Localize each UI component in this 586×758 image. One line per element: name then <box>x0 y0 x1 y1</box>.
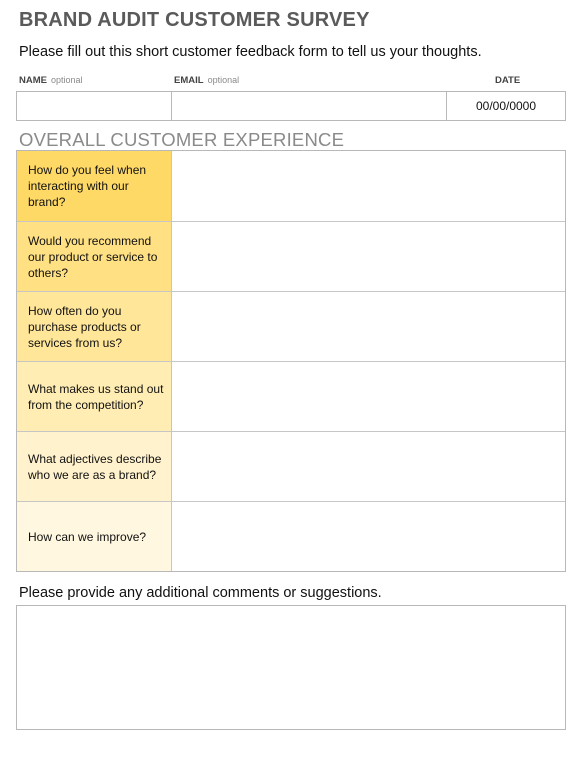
name-optional-hint: optional <box>50 75 83 85</box>
comments-field[interactable] <box>16 605 566 730</box>
question-label: What adjectives describe who we are as a brand? <box>17 432 172 501</box>
question-row <box>17 431 565 501</box>
email-label-text: EMAIL <box>174 75 204 86</box>
answer-field[interactable] <box>172 151 565 221</box>
date-label: DATE <box>495 75 521 86</box>
answer-field[interactable] <box>172 432 565 501</box>
question-label: How do you feel when interacting with our brand? <box>17 151 172 221</box>
question-label: How often do you purchase products or services from us? <box>17 292 172 361</box>
question-label: How can we improve? <box>17 502 172 571</box>
question-label: What makes us stand out from the competition? <box>17 362 172 431</box>
contact-info-row <box>16 91 566 121</box>
question-label: Would you recommend our product or service to others? <box>17 222 172 291</box>
answer-field[interactable] <box>172 292 565 361</box>
answer-field[interactable] <box>172 502 565 571</box>
form-title: BRAND AUDIT CUSTOMER SURVEY <box>19 9 370 31</box>
name-label-text: NAME <box>19 75 47 86</box>
form-intro: Please fill out this short customer feedback form to tell us your thoughts. <box>19 44 482 60</box>
date-field[interactable]: 00/00/0000 <box>475 99 537 113</box>
answer-field[interactable] <box>172 362 565 431</box>
question-row <box>17 291 565 361</box>
name-field[interactable] <box>17 92 172 120</box>
answer-field[interactable] <box>172 222 565 291</box>
email-label <box>174 75 239 86</box>
name-label <box>19 75 83 86</box>
question-row <box>17 361 565 431</box>
comments-label: Please provide any additional comments or suggestions. <box>19 585 382 601</box>
section-heading: OVERALL CUSTOMER EXPERIENCE <box>19 129 345 150</box>
question-row <box>17 151 565 221</box>
questions-table <box>16 151 566 572</box>
question-row <box>17 501 565 571</box>
email-field[interactable] <box>172 92 447 120</box>
email-optional-hint: optional <box>207 75 240 85</box>
question-row <box>17 221 565 291</box>
